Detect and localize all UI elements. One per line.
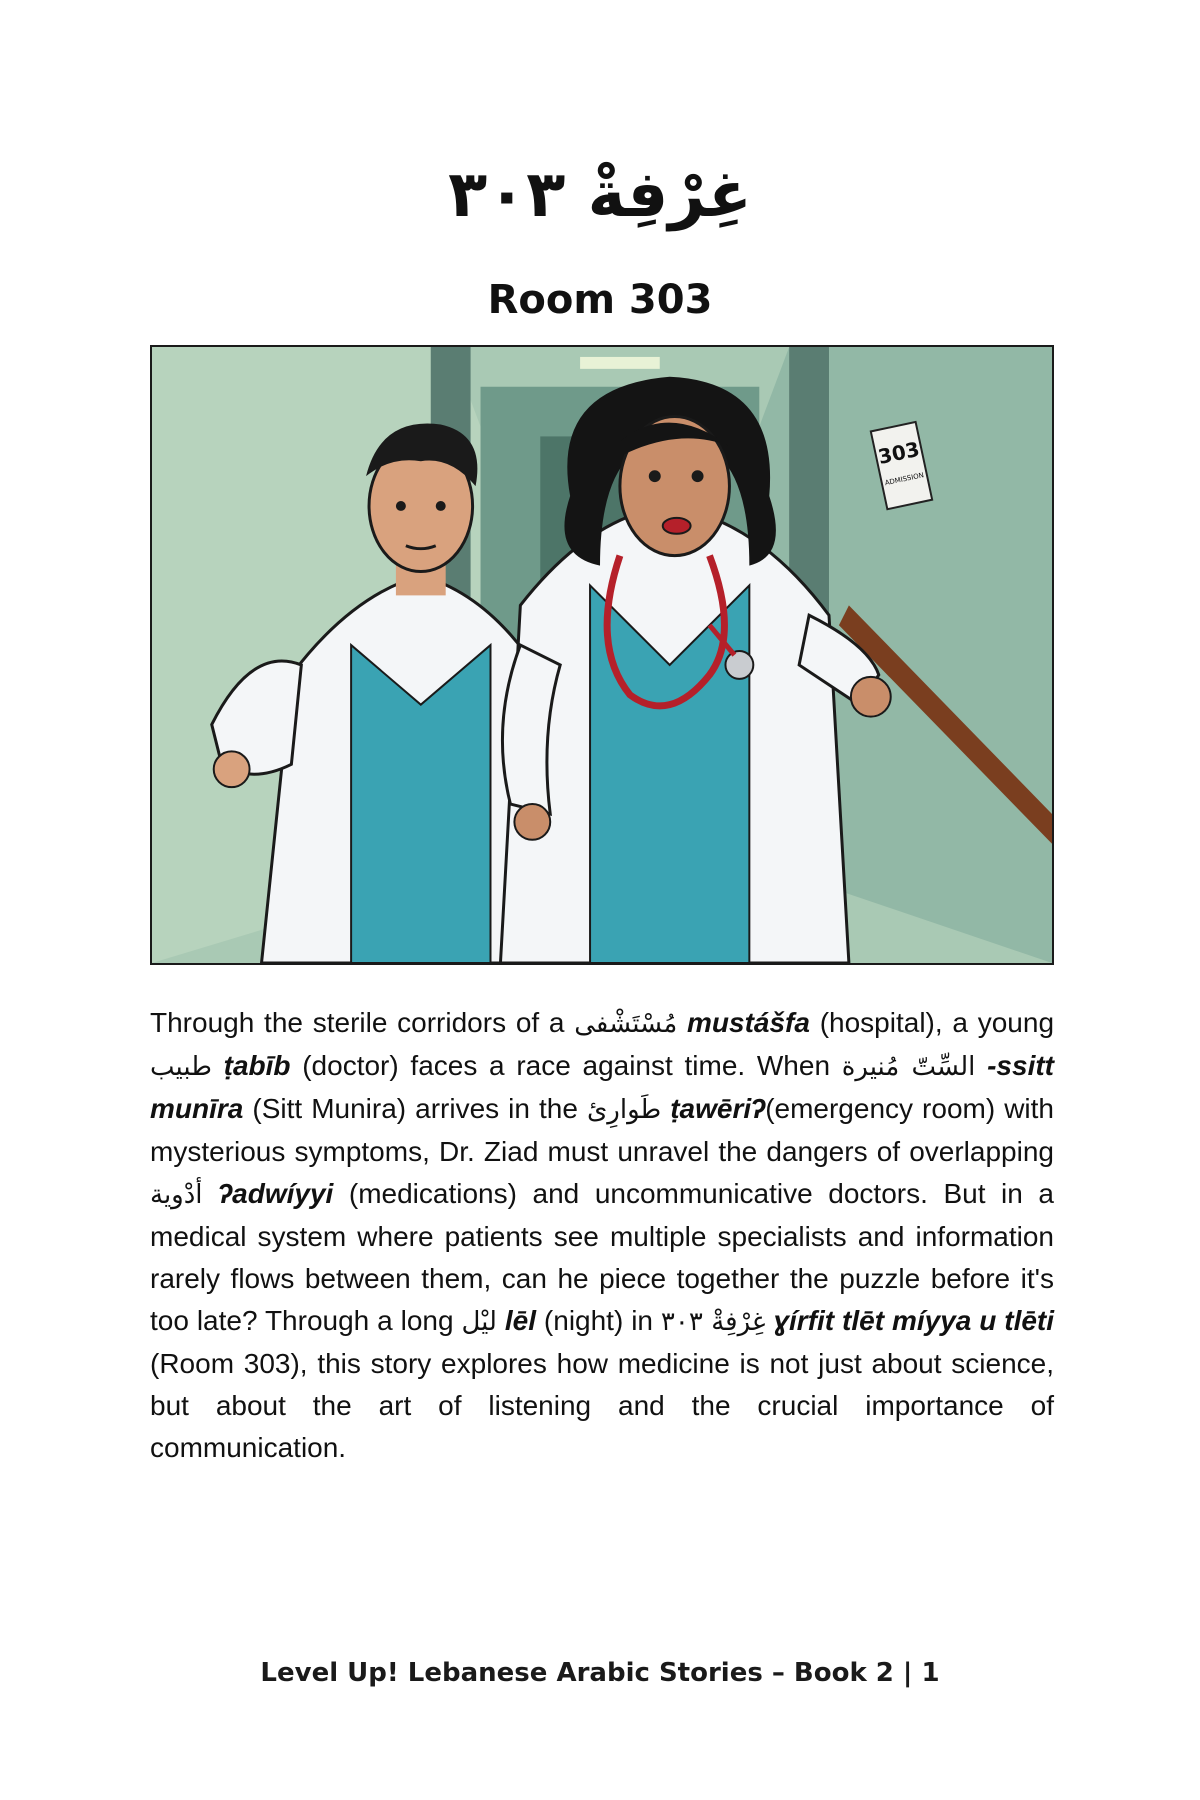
cover-illustration [150, 345, 1054, 965]
arabic-term-night: ليْل [461, 1307, 497, 1337]
transliteration-room: ɣírfit tlēt míyya u tlēti [773, 1305, 1055, 1336]
transliteration-doctor: ṭabīb [223, 1050, 291, 1081]
arabic-term-room: غِرْفِةْ ٣٠٣ [660, 1307, 766, 1337]
arabic-term-doctor: طبيب [150, 1052, 212, 1082]
synopsis-paragraph: Through the sterile corridors of a مُسْتَشْفى mustášfa (hospital), a young طبيب ṭabīb (doctor) faces a race against time. When السِّتّ مُنيرة -ssitt munīra (Sitt Munira) arrives in the طَوارِئ ṭawēriʔ(emergency room) with mysterious symptoms, Dr. Ziad must unravel the dangers of overlapping أدْوية ʔadwíyyi (medications) and uncommunicative doctors. But in a medical system where patients see multiple specialists and information rarely flows between them, can he piece together the puzzle before it's too late? Through a long ليْل lēl (night) in غِرْفِةْ ٣٠٣ ɣírfit tlēt míyya u tlēti (Room 303), this story explores how medicine is not just about science, but about the art of listening and the crucial importance of communication. [150, 1007, 1055, 1463]
room-sign-label: ADMISSION [884, 471, 925, 488]
arabic-term-medications: أدْوية [150, 1180, 203, 1210]
room-sign-number: 303 [876, 437, 922, 469]
transliteration-emergency: ṭawēriʔ [670, 1093, 766, 1124]
transliteration-medications: ʔadwíyyi [218, 1178, 334, 1209]
arabic-term-sitt-munira: السِّتّ مُنيرة [841, 1052, 976, 1082]
page-footer: Level Up! Lebanese Arabic Stories – Book 2 | 1 [260, 1658, 940, 1688]
transliteration-sitt-munira: -ssitt munīra [150, 1050, 1055, 1124]
arabic-term-emergency: طَوارِئ [586, 1095, 662, 1125]
transliteration-hospital: mustášfa [687, 1007, 810, 1038]
transliteration-night: lēl [504, 1305, 537, 1336]
english-title: Room 303 [487, 277, 713, 323]
arabic-term-hospital: مُسْتَشْفى [574, 1009, 678, 1039]
arabic-title: غِرْفِةْ ٣٠٣ [448, 158, 752, 232]
